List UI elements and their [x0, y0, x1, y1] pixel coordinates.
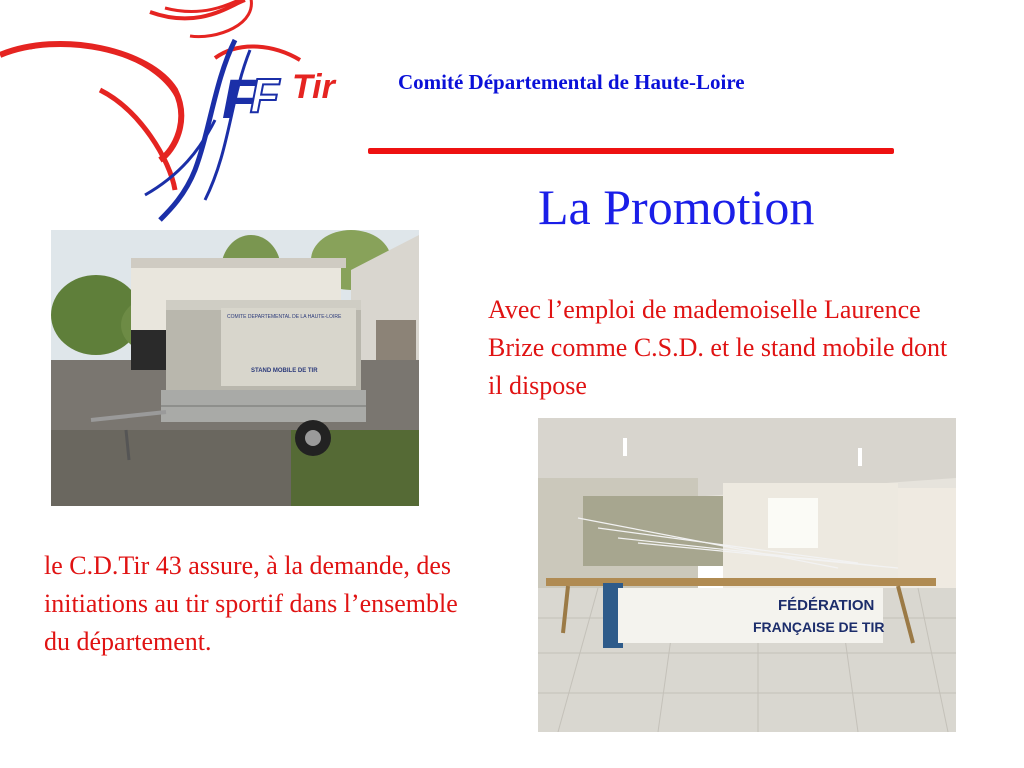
slide-title: La Promotion	[538, 179, 815, 235]
organization-title: Comité Départemental de Haute-Loire	[398, 70, 745, 94]
header-divider	[368, 148, 894, 154]
shooting-range-photo	[538, 418, 956, 732]
trailer-sign-line2: STAND MOBILE DE TIR	[251, 368, 318, 374]
initiation-paragraph: le C.D.Tir 43 assure, à la demande, des initiations au tir sportif dans l’ensemble du département.	[44, 551, 458, 656]
fftir-logo	[0, 0, 380, 225]
svg-text:F: F	[250, 70, 280, 123]
range-banner-line2: FRANÇAISE DE TIR	[753, 619, 885, 635]
svg-text:Tir: Tir	[292, 68, 335, 106]
trailer-sign-line1: COMITE DEPARTEMENTAL DE LA HAUTE-LOIRE	[227, 314, 342, 320]
svg-text:F: F	[222, 67, 257, 130]
intro-paragraph: Avec l’emploi de mademoiselle Laurence Brize comme C.S.D. et le stand mobile dont il dispose	[488, 295, 948, 400]
range-banner-line1: FÉDÉRATION	[778, 597, 875, 614]
trailer-photo	[51, 230, 419, 506]
fftir-logo-icon	[0, 0, 380, 225]
